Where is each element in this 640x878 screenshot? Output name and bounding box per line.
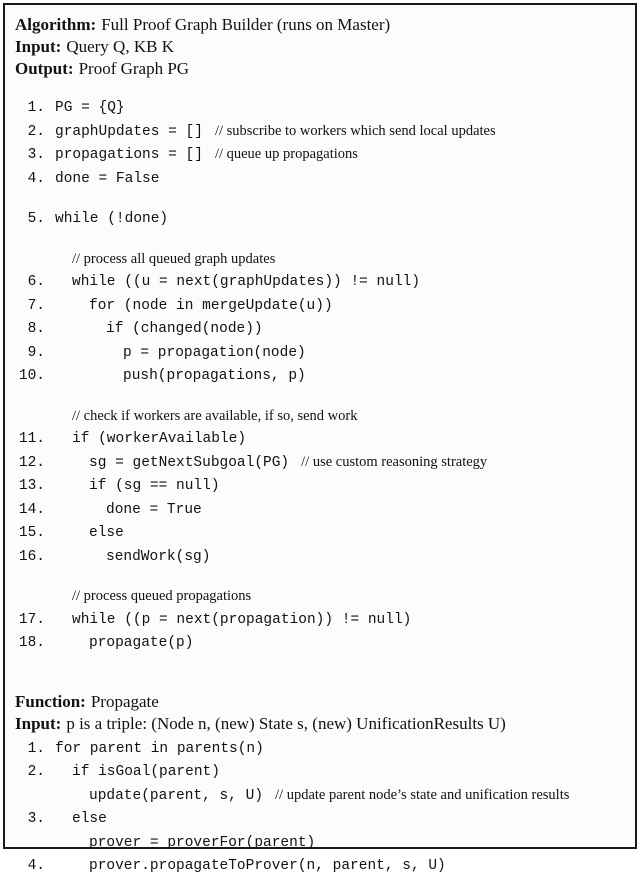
output-label: Output:	[15, 59, 74, 78]
code-line	[15, 270, 627, 294]
code-text: graphUpdates = []	[55, 124, 203, 140]
line-body	[55, 521, 124, 545]
line-body	[55, 341, 306, 365]
code-text: propagate(p)	[89, 635, 193, 651]
code-line	[15, 341, 627, 365]
function-code-listing	[15, 737, 627, 878]
code-text: while ((u = next(graphUpdates)) != null)	[72, 274, 420, 290]
line-body	[55, 96, 125, 120]
algorithm-title-line	[15, 14, 627, 36]
function-section	[15, 691, 627, 878]
code-text: p = propagation(node)	[123, 345, 306, 361]
line-number: 5.	[15, 209, 45, 231]
line-number: 13.	[15, 476, 45, 498]
algorithm-code-listing	[15, 96, 627, 655]
code-line	[15, 167, 627, 191]
line-number: 1.	[15, 98, 45, 120]
code-line	[15, 737, 627, 761]
code-line	[15, 784, 627, 808]
code-line	[15, 474, 627, 498]
line-number: 2.	[15, 762, 45, 784]
code-line	[15, 545, 627, 569]
line-body	[55, 270, 420, 294]
code-text: if (changed(node))	[106, 321, 263, 337]
code-line	[15, 207, 627, 231]
line-body	[55, 248, 275, 271]
comment-text: // queue up propagations	[215, 146, 358, 162]
line-body	[55, 545, 210, 569]
code-line	[15, 248, 627, 271]
code-line	[15, 96, 627, 120]
line-number: 7.	[15, 296, 45, 318]
line-number: 12.	[15, 453, 45, 475]
code-text: else	[89, 525, 124, 541]
line-body	[55, 807, 107, 831]
line-number: 11.	[15, 429, 45, 451]
code-line	[15, 120, 627, 144]
code-line	[15, 143, 627, 167]
code-line	[15, 608, 627, 632]
code-text: for (node in mergeUpdate(u))	[89, 298, 333, 314]
line-body	[55, 585, 251, 608]
code-line	[15, 831, 627, 855]
input-label: Input:	[15, 37, 61, 56]
function-input-line	[15, 713, 627, 735]
line-body	[55, 451, 487, 475]
line-body	[55, 207, 168, 231]
code-line	[15, 294, 627, 318]
code-line	[15, 521, 627, 545]
code-line	[15, 760, 627, 784]
line-body	[55, 317, 263, 341]
blank-line	[15, 190, 627, 207]
line-number: 17.	[15, 610, 45, 632]
comment-text: // subscribe to workers which send local updates	[215, 123, 496, 139]
code-line	[15, 585, 627, 608]
code-text: sendWork(sg)	[106, 549, 210, 565]
line-body	[55, 854, 446, 878]
function-input: p is a triple: (Node n, (new) State s, (new) UnificationResults U)	[66, 714, 506, 733]
comment-text: // check if workers are available, if so, send work	[72, 408, 357, 424]
function-input-label: Input:	[15, 714, 61, 733]
code-line	[15, 807, 627, 831]
code-text: while ((p = next(propagation)) != null)	[72, 612, 411, 628]
line-number: 3.	[15, 145, 45, 167]
code-line	[15, 498, 627, 522]
line-body	[55, 405, 357, 428]
code-text: done = True	[106, 502, 202, 518]
line-number: 14.	[15, 500, 45, 522]
line-number: 9.	[15, 343, 45, 365]
code-line	[15, 631, 627, 655]
code-text: prover.propagateToProver(n, parent, s, U)	[89, 858, 446, 874]
algorithm-figure	[3, 3, 637, 849]
comment-text: // update parent node’s state and unification results	[275, 787, 569, 803]
line-body	[55, 631, 193, 655]
code-line	[15, 364, 627, 388]
line-number: 3.	[15, 809, 45, 831]
line-number: 6.	[15, 272, 45, 294]
code-text: if isGoal(parent)	[72, 764, 220, 780]
function-title-line	[15, 691, 627, 713]
line-number: 10.	[15, 366, 45, 388]
line-body	[55, 498, 202, 522]
code-text: else	[72, 811, 107, 827]
code-text: PG = {Q}	[55, 100, 125, 116]
code-text: sg = getNextSubgoal(PG)	[89, 455, 289, 471]
line-body	[55, 760, 220, 784]
algorithm-output: Proof Graph PG	[79, 59, 190, 78]
comment-text: // process all queued graph updates	[72, 251, 275, 267]
code-line	[15, 427, 627, 451]
code-text: for parent in parents(n)	[55, 741, 264, 757]
code-text: if (sg == null)	[89, 478, 220, 494]
blank-line	[15, 388, 627, 405]
line-number: 2.	[15, 122, 45, 144]
code-text: push(propagations, p)	[123, 368, 306, 384]
line-body	[55, 294, 333, 318]
comment-text: // use custom reasoning strategy	[301, 454, 487, 470]
line-number: 16.	[15, 547, 45, 569]
line-number: 18.	[15, 633, 45, 655]
line-body	[55, 120, 496, 144]
line-body	[55, 784, 569, 808]
code-text: while (!done)	[55, 211, 168, 227]
code-text: if (workerAvailable)	[72, 431, 246, 447]
code-text: update(parent, s, U)	[89, 788, 263, 804]
algorithm-input-line	[15, 36, 627, 58]
function-header	[15, 691, 627, 735]
algorithm-header	[15, 14, 627, 80]
line-body	[55, 167, 159, 191]
code-line	[15, 854, 627, 878]
line-number: 15.	[15, 523, 45, 545]
code-line	[15, 405, 627, 428]
code-line	[15, 317, 627, 341]
line-body	[55, 143, 358, 167]
line-body	[55, 737, 264, 761]
function-label: Function:	[15, 692, 86, 711]
line-number: 4.	[15, 169, 45, 191]
code-text: prover = proverFor(parent)	[89, 835, 315, 851]
algorithm-output-line	[15, 58, 627, 80]
blank-line	[15, 568, 627, 585]
line-number: 4.	[15, 856, 45, 878]
code-line	[15, 451, 627, 475]
line-body	[55, 608, 411, 632]
line-number: 1.	[15, 739, 45, 761]
line-body	[55, 474, 220, 498]
function-title: Propagate	[91, 692, 159, 711]
line-body	[55, 364, 306, 388]
line-body	[55, 427, 246, 451]
line-number: 8.	[15, 319, 45, 341]
code-text: propagations = []	[55, 147, 203, 163]
code-text: done = False	[55, 171, 159, 187]
blank-line	[15, 231, 627, 248]
algorithm-input: Query Q, KB K	[66, 37, 174, 56]
algorithm-label: Algorithm:	[15, 15, 96, 34]
comment-text: // process queued propagations	[72, 588, 251, 604]
algorithm-title: Full Proof Graph Builder (runs on Master)	[101, 15, 390, 34]
line-body	[55, 831, 315, 855]
